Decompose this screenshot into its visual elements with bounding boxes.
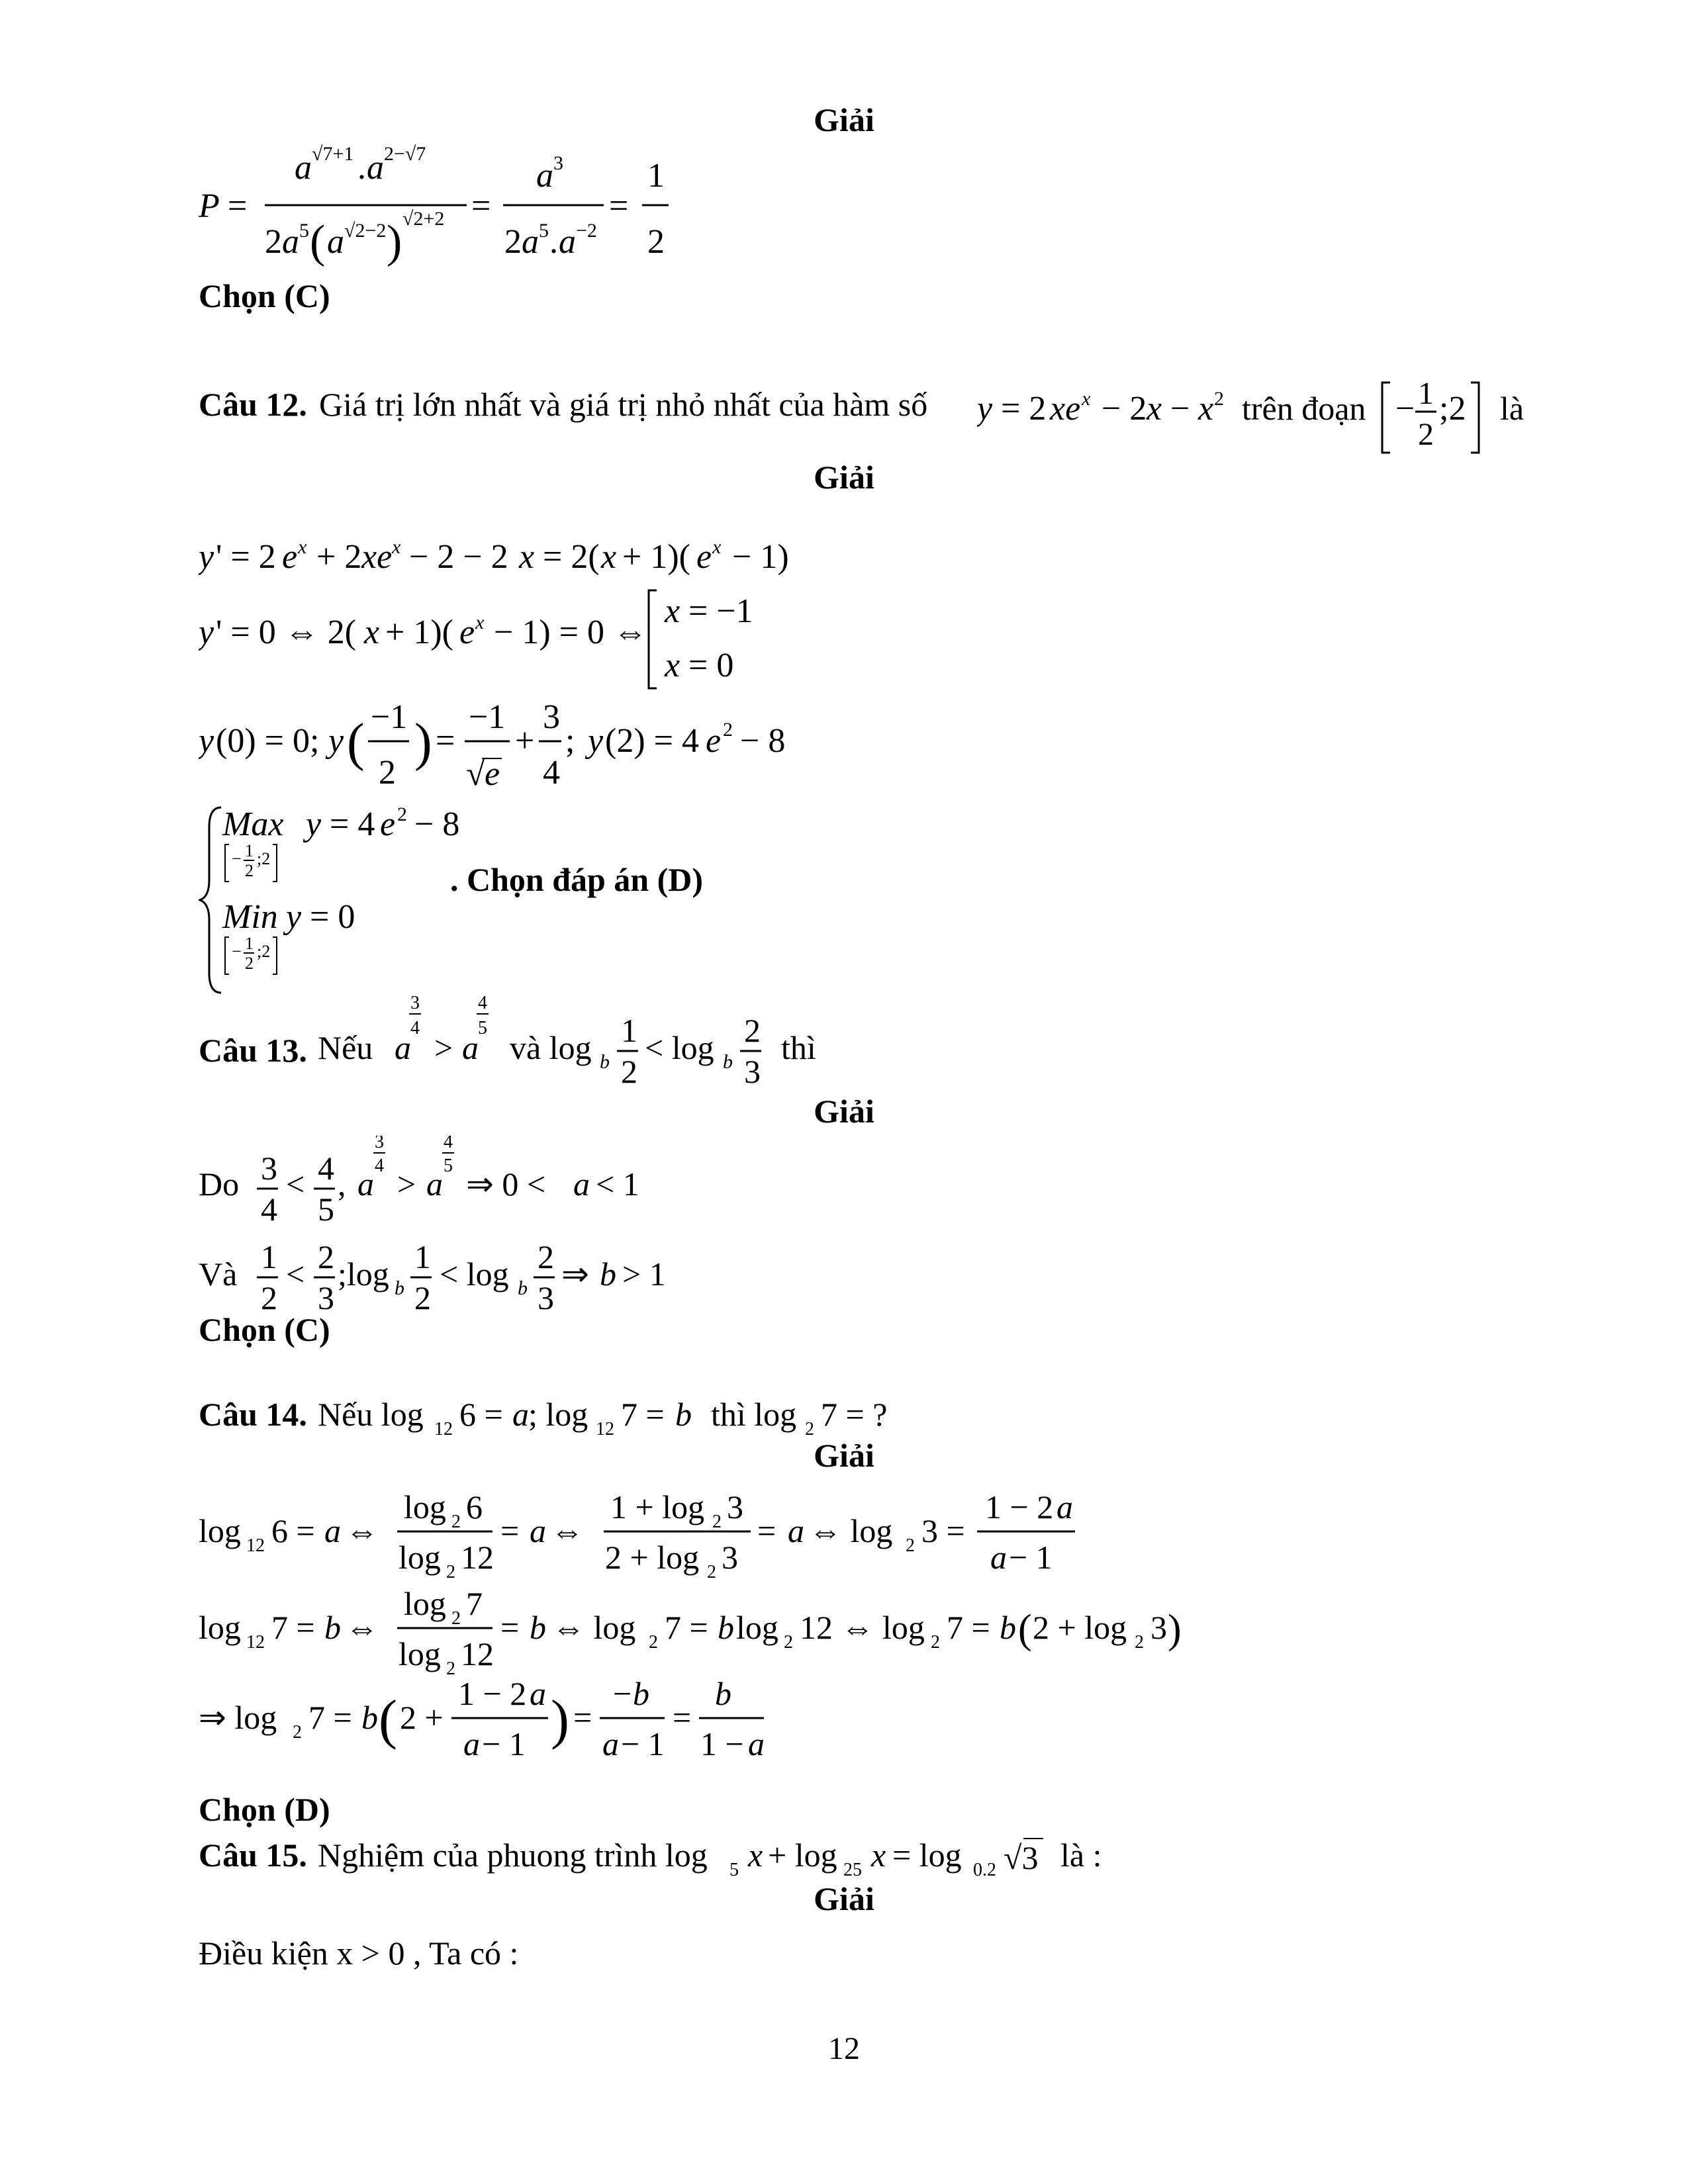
svg-text:<: <: [286, 1165, 305, 1203]
svg-text:x: x: [475, 612, 485, 633]
p12-solution: [199, 529, 993, 1006]
svg-text:e: e: [282, 538, 298, 576]
svg-text:= 2: = 2: [1001, 390, 1047, 428]
svg-text:a: a: [1056, 1488, 1073, 1525]
svg-text:1 − 2: 1 − 2: [458, 1675, 527, 1712]
svg-text:>: >: [397, 1165, 416, 1203]
svg-text:a: a: [748, 1725, 765, 1760]
svg-text:.: .: [549, 223, 558, 261]
svg-text:;2: ;2: [257, 942, 271, 961]
svg-text:(: (: [379, 1689, 397, 1751]
svg-text:4: 4: [410, 1018, 420, 1038]
p13-label: Câu 13.: [199, 1032, 307, 1069]
svg-text:P: P: [199, 187, 220, 225]
svg-text:1 −: 1 −: [700, 1725, 744, 1760]
svg-text:thì log: thì log: [711, 1396, 797, 1433]
svg-text:x: x: [1198, 390, 1214, 428]
svg-text:là :: là :: [1060, 1837, 1102, 1874]
svg-text:' = 2: ' = 2: [216, 538, 276, 576]
svg-text:b: b: [1000, 1609, 1016, 1646]
svg-text:b: b: [530, 1609, 546, 1646]
svg-text:4: 4: [375, 1156, 384, 1176]
svg-text:x: x: [392, 536, 401, 558]
svg-text:=: =: [471, 187, 491, 225]
svg-text:e: e: [459, 614, 475, 651]
svg-text:25: 25: [843, 1860, 862, 1880]
svg-text:2: 2: [707, 1562, 716, 1582]
svg-text:log: log: [199, 1512, 241, 1549]
svg-text:a: a: [573, 1165, 590, 1203]
svg-text:,: ,: [338, 1165, 346, 1203]
p12-solution-graphic: [199, 529, 993, 1006]
p13-choice: Chọn (C): [199, 1311, 330, 1348]
svg-text:x: x: [298, 536, 307, 558]
svg-text:5: 5: [478, 1018, 487, 1038]
svg-text:a: a: [522, 223, 539, 261]
svg-text:3: 3: [538, 1279, 554, 1314]
svg-text:x: x: [665, 592, 680, 630]
svg-text:5: 5: [539, 220, 549, 242]
svg-text:(2) = 4: (2) = 4: [605, 722, 699, 760]
svg-text:2 + log: 2 + log: [605, 1539, 700, 1576]
svg-text:2: 2: [538, 1238, 554, 1275]
svg-text:2: 2: [906, 1535, 915, 1556]
svg-text:e: e: [706, 722, 722, 760]
svg-text:2 +: 2 +: [400, 1699, 444, 1736]
p15-question-graphic: [318, 1827, 1258, 1886]
svg-text:a: a: [559, 223, 576, 261]
p12-choice: . Chọn đáp án (D): [450, 861, 704, 898]
svg-text:b: b: [600, 1255, 616, 1293]
svg-text:x: x: [748, 1837, 763, 1874]
svg-text:− 1): − 1): [732, 538, 789, 576]
svg-text:(: (: [347, 713, 365, 772]
svg-text:3: 3: [318, 1279, 334, 1314]
svg-text:): ): [414, 713, 432, 772]
svg-text:− 8: − 8: [740, 722, 786, 760]
svg-text:log: log: [404, 1585, 446, 1622]
svg-text:Và: Và: [199, 1255, 238, 1293]
svg-text:y: y: [306, 805, 322, 843]
svg-text:7: 7: [466, 1585, 483, 1622]
svg-text:Max: Max: [222, 805, 284, 843]
svg-text:a: a: [327, 223, 344, 261]
svg-text:y: y: [199, 722, 214, 760]
svg-text:1 − 2: 1 − 2: [985, 1488, 1054, 1525]
svg-text:2: 2: [414, 1279, 431, 1314]
svg-text:4: 4: [543, 754, 560, 792]
svg-text:12: 12: [596, 1419, 614, 1439]
svg-text:=: =: [228, 187, 248, 225]
svg-text:=: =: [436, 722, 455, 760]
svg-text:3: 3: [543, 698, 560, 736]
svg-text:2: 2: [784, 1632, 793, 1653]
svg-text:1: 1: [1418, 379, 1434, 411]
p14-label: Câu 14.: [199, 1396, 307, 1433]
giai-heading-11: Giải: [814, 101, 874, 138]
svg-text:b: b: [715, 1675, 731, 1712]
svg-text:12: 12: [461, 1635, 494, 1672]
svg-text:− 1: − 1: [1009, 1539, 1053, 1576]
svg-text:12: 12: [461, 1539, 494, 1576]
svg-text:2: 2: [649, 1632, 658, 1653]
svg-text:Min: Min: [222, 898, 278, 936]
svg-text:⇒ log: ⇒ log: [199, 1699, 277, 1736]
svg-text:a: a: [788, 1512, 804, 1549]
svg-text:5: 5: [729, 1860, 739, 1880]
svg-text:y: y: [977, 390, 993, 428]
svg-text:= −1: = −1: [688, 592, 753, 630]
svg-text:' = 0 ⇔ 2(: ' = 0 ⇔ 2(: [216, 614, 357, 651]
p13-solution: [199, 1136, 927, 1314]
svg-text:b: b: [395, 1277, 404, 1299]
svg-text:2: 2: [1135, 1632, 1144, 1653]
svg-text:a: a: [463, 1725, 480, 1760]
svg-text:3: 3: [410, 993, 420, 1013]
svg-text:− 2 − 2: − 2 − 2: [409, 538, 508, 576]
svg-text:trên đoạn: trên đoạn: [1242, 390, 1366, 427]
svg-text:< log: < log: [440, 1255, 509, 1293]
svg-text:0.2: 0.2: [973, 1860, 996, 1880]
svg-text:a: a: [530, 1512, 546, 1549]
svg-text:⇔ log: ⇔ log: [809, 1512, 893, 1549]
svg-text:(: (: [310, 216, 326, 267]
svg-text:e: e: [485, 755, 500, 793]
svg-text:thì: thì: [781, 1029, 816, 1066]
svg-text:a: a: [602, 1725, 619, 1760]
svg-text:=: =: [609, 187, 629, 225]
svg-text:7 =: 7 =: [308, 1699, 352, 1736]
svg-text:−: −: [613, 1675, 632, 1712]
svg-text:3: 3: [261, 1150, 277, 1187]
svg-text:): ): [387, 216, 402, 267]
svg-text:=: =: [500, 1512, 520, 1549]
svg-text:−1: −1: [469, 698, 506, 736]
svg-text:;2: ;2: [257, 849, 271, 868]
svg-text:và log: và log: [510, 1029, 592, 1066]
svg-text:4: 4: [261, 1191, 277, 1228]
svg-text:): ): [551, 1689, 569, 1751]
p15-question: [199, 1827, 1258, 1886]
svg-text:3: 3: [553, 152, 563, 174]
svg-text:2: 2: [265, 223, 282, 261]
svg-text:Nếu log: Nếu log: [318, 1396, 424, 1433]
svg-text:2: 2: [397, 803, 407, 825]
p15-condition: Điều kiện x > 0 , Ta có :: [199, 1934, 519, 1972]
p13-question: [199, 986, 1125, 1085]
svg-text:4: 4: [318, 1150, 334, 1187]
svg-text:7 =: 7 =: [665, 1609, 708, 1646]
svg-text:xe: xe: [361, 538, 393, 576]
svg-text:a: a: [512, 1396, 529, 1433]
svg-text:−1: −1: [371, 698, 408, 736]
svg-text:Nếu: Nếu: [318, 1029, 373, 1066]
p14-solution-graphic: [199, 1482, 1258, 1760]
p12-function-graphic: [977, 379, 1688, 458]
svg-text:x: x: [712, 536, 722, 558]
svg-text:y: y: [328, 722, 344, 760]
svg-text:): ): [1168, 1607, 1182, 1652]
svg-text:= 4: = 4: [330, 805, 375, 843]
svg-text:a: a: [536, 157, 553, 195]
svg-text:2: 2: [379, 754, 396, 792]
svg-text:⇔: ⇔: [346, 1609, 379, 1646]
svg-text:2: 2: [647, 223, 665, 261]
svg-text:+ 1)(: + 1)(: [385, 614, 453, 651]
svg-text:(0) = 0;: (0) = 0;: [216, 722, 320, 760]
svg-text:a: a: [426, 1165, 443, 1203]
p14-choice: Chọn (D): [199, 1791, 330, 1828]
p14-giai: Giải: [814, 1437, 874, 1474]
svg-text:4: 4: [478, 993, 487, 1013]
svg-text:x: x: [601, 538, 617, 576]
svg-text:√2+2: √2+2: [402, 208, 445, 230]
svg-text:a: a: [282, 223, 299, 261]
svg-text:5: 5: [444, 1156, 453, 1176]
svg-text:= 0: = 0: [688, 647, 734, 684]
svg-text:12 ⇔ log: 12 ⇔ log: [800, 1609, 925, 1646]
svg-text:=: =: [573, 1699, 592, 1736]
svg-text:+ 2: + 2: [316, 538, 362, 576]
svg-text:1: 1: [621, 1012, 637, 1049]
svg-text:Do: Do: [199, 1165, 240, 1203]
svg-text:√2−2: √2−2: [344, 220, 387, 242]
svg-text:b: b: [633, 1675, 649, 1712]
svg-text:x: x: [519, 538, 535, 576]
svg-text:a: a: [295, 149, 312, 187]
svg-text:x: x: [871, 1837, 886, 1874]
svg-text:xe: xe: [1050, 390, 1081, 428]
svg-text:−2: −2: [576, 220, 597, 242]
svg-text:3: 3: [744, 1053, 761, 1085]
svg-text:2: 2: [1418, 417, 1434, 452]
svg-text:2: 2: [712, 1512, 722, 1532]
svg-text:3: 3: [722, 1539, 738, 1576]
svg-text:y: y: [286, 898, 302, 936]
svg-text:2: 2: [723, 719, 733, 741]
svg-text:2: 2: [446, 1562, 455, 1582]
svg-text:;2: ;2: [1439, 390, 1466, 428]
svg-text:(: (: [1018, 1607, 1032, 1652]
svg-text:12: 12: [246, 1535, 265, 1556]
svg-text:6 =: 6 =: [271, 1512, 315, 1549]
svg-text:là: là: [1500, 390, 1524, 427]
svg-text:1 + log: 1 + log: [610, 1488, 705, 1525]
svg-text:e: e: [380, 805, 396, 843]
svg-text:= 0: = 0: [310, 898, 355, 936]
p12-label: Câu 12.: [199, 386, 307, 423]
svg-text:− 2: − 2: [1102, 390, 1147, 428]
svg-text:5: 5: [318, 1191, 334, 1228]
svg-text:>: >: [434, 1029, 453, 1066]
svg-text:2 + log: 2 + log: [1033, 1609, 1127, 1646]
svg-text:1: 1: [261, 1238, 277, 1275]
svg-text:1: 1: [245, 934, 254, 953]
svg-text:2: 2: [744, 1012, 761, 1049]
svg-text:7 =: 7 =: [271, 1609, 315, 1646]
svg-text:log: log: [399, 1539, 441, 1576]
svg-text:+ 1)(: + 1)(: [622, 538, 690, 576]
svg-text:7 =: 7 =: [621, 1396, 665, 1433]
p13-question-graphic: [318, 986, 1046, 1085]
svg-text:Nghiệm của phuong trình log: Nghiệm của phuong trình log: [318, 1837, 708, 1874]
svg-text:b: b: [361, 1699, 378, 1736]
svg-text:2: 2: [446, 1659, 455, 1679]
p11-formula: [199, 139, 702, 278]
svg-text:x: x: [364, 614, 380, 651]
svg-text:+: +: [515, 722, 535, 760]
svg-text:2: 2: [245, 954, 254, 973]
svg-text:.: .: [357, 149, 366, 187]
svg-text:a: a: [324, 1512, 341, 1549]
svg-text:y: y: [199, 614, 214, 651]
page-number: 12: [828, 2031, 860, 2066]
svg-text:a: a: [357, 1165, 374, 1203]
svg-text:b: b: [723, 1051, 733, 1073]
svg-text:b: b: [518, 1277, 528, 1299]
svg-text:y: y: [588, 722, 604, 760]
p13-solution-graphic: [199, 1136, 927, 1314]
p11-choice: Chọn (C): [199, 277, 330, 314]
svg-text:6: 6: [466, 1488, 483, 1525]
svg-text:1: 1: [245, 841, 254, 860]
p12-question-text: Giá trị lớn nhất và giá trị nhỏ nhất của hàm số: [319, 386, 928, 423]
svg-text:−: −: [1395, 390, 1415, 428]
svg-text:3: 3: [1150, 1609, 1167, 1646]
svg-text:3 =: 3 =: [921, 1512, 965, 1549]
svg-text:3: 3: [375, 1136, 384, 1152]
p15-label: Câu 15.: [199, 1837, 307, 1874]
svg-text:6 =: 6 =: [459, 1396, 503, 1433]
p12-question: [199, 379, 1589, 458]
svg-text:12: 12: [246, 1632, 265, 1653]
p12-giai: Giải: [814, 459, 874, 496]
svg-text:a: a: [462, 1029, 479, 1066]
svg-text:−: −: [232, 849, 242, 868]
svg-text:;log: ;log: [338, 1255, 389, 1293]
p11-formula-graphic: [199, 139, 702, 278]
svg-text:<: <: [286, 1255, 305, 1293]
svg-text:= log: = log: [892, 1837, 962, 1874]
svg-text:a: a: [395, 1029, 411, 1066]
svg-text:=: =: [500, 1609, 520, 1646]
p13-giai: Giải: [814, 1093, 874, 1130]
svg-text:5: 5: [299, 220, 309, 242]
svg-text:2: 2: [805, 1419, 814, 1439]
svg-text:⇒: ⇒: [561, 1255, 589, 1293]
svg-text:2−√7: 2−√7: [384, 143, 426, 165]
p14-solution: [199, 1482, 1258, 1760]
svg-text:=: =: [673, 1699, 692, 1736]
svg-text:12: 12: [434, 1419, 453, 1439]
svg-text:; log: ; log: [528, 1396, 588, 1433]
svg-text:√3: √3: [1004, 1839, 1039, 1876]
p15-giai: Giải: [814, 1880, 874, 1917]
svg-text:2: 2: [1214, 388, 1224, 410]
svg-text:a: a: [530, 1675, 546, 1712]
svg-text:y: y: [199, 538, 214, 576]
svg-text:2: 2: [931, 1632, 940, 1653]
svg-text:b: b: [600, 1051, 610, 1073]
svg-text:2: 2: [621, 1053, 637, 1085]
svg-text:> 1: > 1: [622, 1255, 666, 1293]
svg-text:1: 1: [414, 1238, 431, 1275]
svg-text:1: 1: [647, 157, 665, 195]
svg-text:7 =: 7 =: [947, 1609, 990, 1646]
svg-text:− 1) = 0 ⇔: − 1) = 0 ⇔: [494, 614, 647, 651]
svg-text:2: 2: [318, 1238, 334, 1275]
svg-text:log: log: [404, 1488, 446, 1525]
svg-text:7 = ?: 7 = ?: [821, 1396, 888, 1433]
svg-text:b: b: [324, 1609, 341, 1646]
svg-text:b: b: [718, 1609, 734, 1646]
svg-text:;: ;: [565, 722, 575, 760]
svg-text:a: a: [367, 149, 384, 187]
svg-text:− 1: − 1: [482, 1725, 526, 1760]
svg-text:2: 2: [293, 1722, 302, 1743]
svg-text:2: 2: [451, 1608, 461, 1629]
svg-text:√: √: [466, 755, 485, 793]
svg-text:x: x: [1082, 388, 1091, 410]
svg-text:log: log: [736, 1609, 778, 1646]
svg-text:⇔ log: ⇔ log: [552, 1609, 636, 1646]
svg-text:x: x: [665, 647, 680, 684]
svg-text:⇔: ⇔: [551, 1512, 584, 1549]
svg-text:⇒ 0 <: ⇒ 0 <: [466, 1165, 546, 1203]
svg-text:< 1: < 1: [596, 1165, 639, 1203]
svg-text:−: −: [232, 942, 242, 961]
svg-text:=: =: [757, 1512, 776, 1549]
svg-text:e: e: [696, 538, 712, 576]
svg-text:2: 2: [451, 1512, 461, 1532]
svg-text:x: x: [1147, 390, 1162, 428]
svg-text:⇔: ⇔: [346, 1512, 379, 1549]
svg-text:a: a: [990, 1539, 1007, 1576]
svg-text:2: 2: [261, 1279, 277, 1314]
svg-text:− 8: − 8: [414, 805, 460, 843]
svg-text:log: log: [199, 1609, 241, 1646]
svg-text:2: 2: [504, 223, 522, 261]
svg-text:+ log: + log: [768, 1837, 837, 1874]
svg-text:b: b: [675, 1396, 692, 1433]
svg-text:log: log: [399, 1635, 441, 1672]
svg-text:2: 2: [245, 861, 254, 880]
svg-text:− 1: − 1: [621, 1725, 665, 1760]
svg-text:= 2(: = 2(: [543, 538, 600, 576]
svg-text:3: 3: [727, 1488, 743, 1525]
svg-text:4: 4: [444, 1136, 453, 1152]
svg-text:√7+1: √7+1: [312, 143, 354, 165]
svg-text:−: −: [1170, 390, 1190, 428]
svg-text:< log: < log: [645, 1029, 714, 1066]
